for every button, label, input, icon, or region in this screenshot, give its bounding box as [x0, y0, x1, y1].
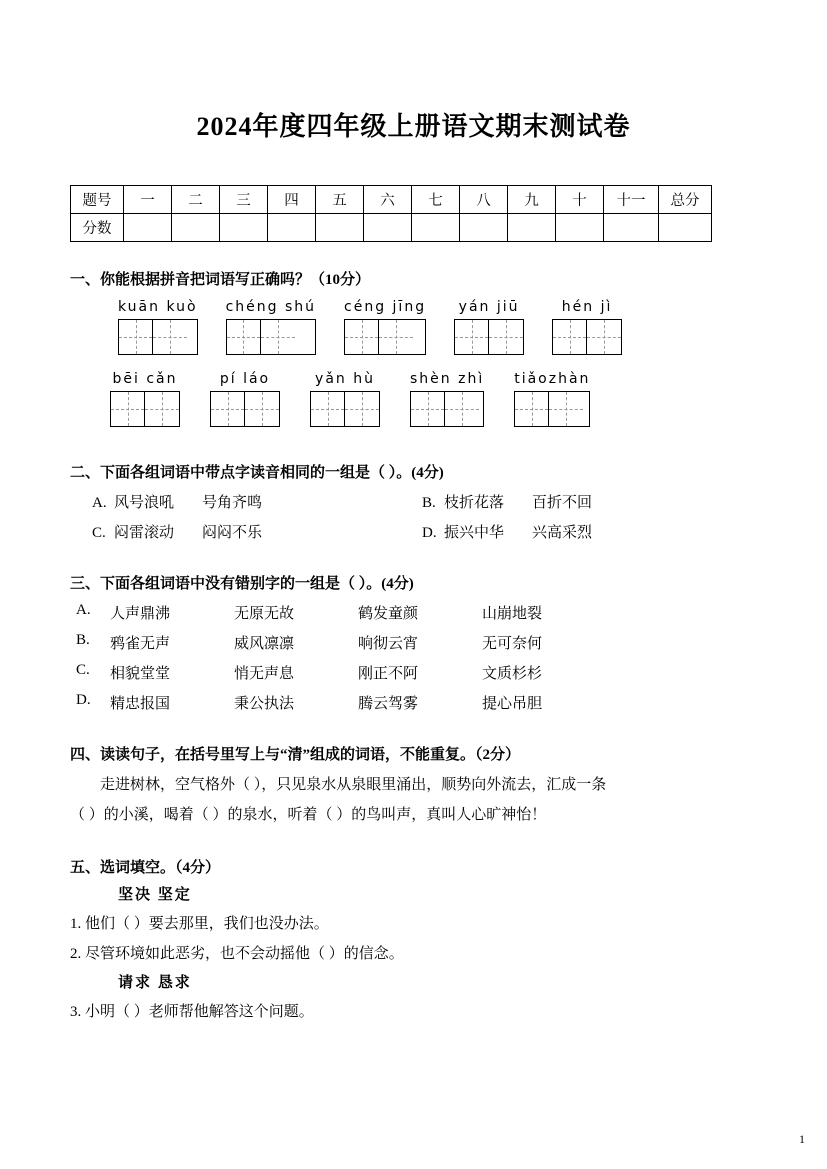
grid-cell[interactable]: [549, 392, 583, 426]
q3-option-d[interactable]: [70, 692, 757, 713]
pinyin-item-3: [344, 299, 426, 355]
option-c-word-2: 闷闷不乐: [202, 525, 263, 541]
q5-word-group-1: 坚决 坚定: [118, 887, 192, 903]
question-5-title: 五、选词填空。（4分）: [70, 860, 221, 876]
col-8: 八: [460, 186, 508, 214]
score-cell-5[interactable]: [316, 214, 364, 242]
col-total: 总分: [659, 186, 712, 214]
option-row-ab: [70, 491, 757, 512]
grid-cell[interactable]: [345, 320, 379, 354]
writing-grid[interactable]: [514, 391, 590, 427]
grid-cell[interactable]: [153, 320, 187, 354]
question-2-options: [70, 491, 757, 542]
q3-c-word-3: 刚正不阿: [358, 666, 419, 682]
option-b-word-2: 百折不回: [532, 495, 593, 511]
grid-cell[interactable]: [111, 392, 145, 426]
q3-option-c-label: C.: [76, 662, 90, 678]
option-a[interactable]: [92, 491, 422, 512]
score-cell-11[interactable]: [604, 214, 659, 242]
grid-cell[interactable]: [445, 392, 479, 426]
question-3-options: [70, 602, 757, 713]
pinyin-item-2: [226, 299, 316, 355]
col-11: 十一: [604, 186, 659, 214]
pinyin-label: hén jì: [561, 299, 613, 315]
q3-d-word-4: 提心吊胆: [482, 696, 543, 712]
score-cell-2[interactable]: [172, 214, 220, 242]
grid-cell[interactable]: [345, 392, 379, 426]
option-a-label: A.: [92, 495, 107, 511]
writing-grid[interactable]: [552, 319, 622, 355]
q3-option-d-label: D.: [76, 692, 91, 708]
question-1-title: 一、你能根据拼音把词语写正确吗？（10分）: [70, 272, 371, 288]
q4-line-1[interactable]: 走进树林，空气格外（ ），只见泉水从泉眼里涌出，顺势向外流去，汇成一条: [100, 777, 607, 793]
score-cell-total[interactable]: [659, 214, 712, 242]
pinyin-label: tiǎozhàn: [514, 371, 591, 387]
option-row-cd: [70, 521, 757, 542]
pinyin-item-4: [454, 299, 524, 355]
grid-cell[interactable]: [489, 320, 523, 354]
score-cell-3[interactable]: [220, 214, 268, 242]
score-cell-10[interactable]: [556, 214, 604, 242]
col-1: 一: [124, 186, 172, 214]
q3-a-word-2: 无原无故: [234, 606, 295, 622]
q3-b-word-2: 威风凛凛: [234, 636, 295, 652]
grid-cell[interactable]: [211, 392, 245, 426]
q3-c-word-4: 文质杉杉: [482, 666, 543, 682]
writing-grid[interactable]: [344, 319, 426, 355]
grid-cell[interactable]: [145, 392, 179, 426]
q3-option-a[interactable]: [70, 602, 757, 623]
score-cell-9[interactable]: [508, 214, 556, 242]
writing-grid[interactable]: [118, 319, 198, 355]
pinyin-label: bēi cǎn: [112, 371, 178, 387]
question-2-title: 二、下面各组词语中带点字读音相同的一组是（ ）。(4分): [70, 465, 444, 481]
q3-d-word-1: 精忠报国: [110, 696, 171, 712]
q3-a-word-3: 鹤发童颜: [358, 606, 419, 622]
option-b[interactable]: [422, 491, 722, 512]
q3-a-word-1: 人声鼎沸: [110, 606, 171, 622]
pinyin-item-9: [410, 371, 484, 427]
q5-word-group-2: 请求 恳求: [118, 974, 192, 991]
option-b-label: B.: [422, 495, 436, 511]
option-c-word-1: 闷雷滚动: [114, 525, 175, 541]
grid-cell[interactable]: [553, 320, 587, 354]
pinyin-row-2: [70, 371, 757, 427]
pinyin-label: pí láo: [219, 371, 271, 387]
score-cell-6[interactable]: [364, 214, 412, 242]
grid-cell[interactable]: [245, 392, 279, 426]
option-d-label: D.: [422, 525, 437, 541]
row-label-question: 题号: [71, 186, 124, 214]
col-10: 十: [556, 186, 604, 214]
pinyin-label: kuān kuò: [118, 299, 198, 315]
q5-item-2[interactable]: 2. 尽管环境如此恶劣，也不会动摇他（ ）的信念。: [70, 945, 404, 962]
row-label-score: 分数: [71, 214, 124, 242]
page-number: 1: [799, 1132, 805, 1146]
question-4-title: 四、读读句子，在括号里写上与“清”组成的词语，不能重复。（2分）: [70, 747, 521, 763]
question-5-body: [70, 881, 757, 1027]
grid-cell[interactable]: [119, 320, 153, 354]
grid-cell[interactable]: [515, 392, 549, 426]
score-table-container: [70, 185, 757, 242]
score-table: [70, 185, 712, 242]
writing-grid[interactable]: [310, 391, 380, 427]
writing-grid[interactable]: [226, 319, 316, 355]
grid-cell[interactable]: [379, 320, 413, 354]
pinyin-label: céng jīng: [344, 299, 427, 315]
q3-d-word-2: 秉公执法: [234, 696, 295, 712]
q3-a-word-4: 山崩地裂: [482, 606, 543, 622]
question-4-body: [70, 770, 757, 830]
writing-grid[interactable]: [110, 391, 180, 427]
question-3-title: 三、下面各组词语中没有错别字的一组是（ ）。(4分): [70, 576, 414, 592]
option-d-word-1: 振兴中华: [444, 525, 505, 541]
pinyin-item-8: [310, 371, 380, 427]
pinyin-label: yán jiū: [458, 299, 520, 315]
col-5: 五: [316, 186, 364, 214]
q3-b-word-3: 响彻云宵: [358, 636, 419, 652]
col-9: 九: [508, 186, 556, 214]
q4-line-2[interactable]: （ ）的小溪，喝着（ ）的泉水，听着（ ）的鸟叫声，真叫人心旷神怡！: [70, 807, 547, 823]
pinyin-item-1: [118, 299, 198, 355]
table-row-scores: [71, 214, 712, 242]
score-cell-1[interactable]: [124, 214, 172, 242]
q3-option-b[interactable]: [70, 632, 757, 653]
score-cell-8[interactable]: [460, 214, 508, 242]
option-c-label: C.: [92, 525, 106, 541]
option-d[interactable]: [422, 521, 722, 542]
q3-d-word-3: 腾云驾雾: [358, 696, 419, 712]
grid-cell[interactable]: [587, 320, 621, 354]
grid-cell[interactable]: [261, 320, 295, 354]
col-4: 四: [268, 186, 316, 214]
pinyin-item-5: [552, 299, 622, 355]
table-row-question-numbers: [71, 186, 712, 214]
q3-c-word-2: 悄无声息: [234, 666, 295, 682]
q5-item-3[interactable]: 3. 小明（ ）老师帮他解答这个问题。: [70, 1004, 314, 1020]
option-d-word-2: 兴高采烈: [532, 525, 593, 541]
score-cell-4[interactable]: [268, 214, 316, 242]
q3-option-a-label: A.: [76, 602, 91, 618]
pinyin-item-10: [514, 371, 590, 427]
col-2: 二: [172, 186, 220, 214]
writing-grid[interactable]: [410, 391, 484, 427]
option-c[interactable]: [92, 521, 422, 542]
q3-option-c[interactable]: [70, 662, 757, 683]
option-b-word-1: 枝折花落: [444, 495, 505, 511]
pinyin-label: yǎn hù: [315, 371, 375, 387]
q3-option-b-label: B.: [76, 632, 90, 648]
option-a-word-1: 风号浪吼: [114, 495, 175, 511]
pinyin-label: shèn zhì: [410, 371, 485, 387]
col-7: 七: [412, 186, 460, 214]
grid-cell[interactable]: [227, 320, 261, 354]
pinyin-label: chéng shú: [225, 299, 317, 315]
pinyin-item-7: [210, 371, 280, 427]
q3-c-word-1: 相貌堂堂: [110, 666, 171, 682]
col-3: 三: [220, 186, 268, 214]
col-6: 六: [364, 186, 412, 214]
q5-item-1[interactable]: 1. 他们（ ）要去那里，我们也没办法。: [70, 916, 329, 933]
writing-grid[interactable]: [454, 319, 524, 355]
grid-cell[interactable]: [311, 392, 345, 426]
score-cell-7[interactable]: [412, 214, 460, 242]
pinyin-item-6: [110, 371, 180, 427]
option-a-word-2: 号角齐鸣: [202, 495, 263, 511]
pinyin-row-1: [70, 299, 757, 355]
q3-b-word-4: 无可奈何: [482, 636, 543, 652]
q3-b-word-1: 鸦雀无声: [110, 636, 171, 652]
grid-cell[interactable]: [455, 320, 489, 354]
writing-grid[interactable]: [210, 391, 280, 427]
page-title: 2024年度四年级上册语文期末测试卷: [196, 112, 631, 141]
grid-cell[interactable]: [411, 392, 445, 426]
